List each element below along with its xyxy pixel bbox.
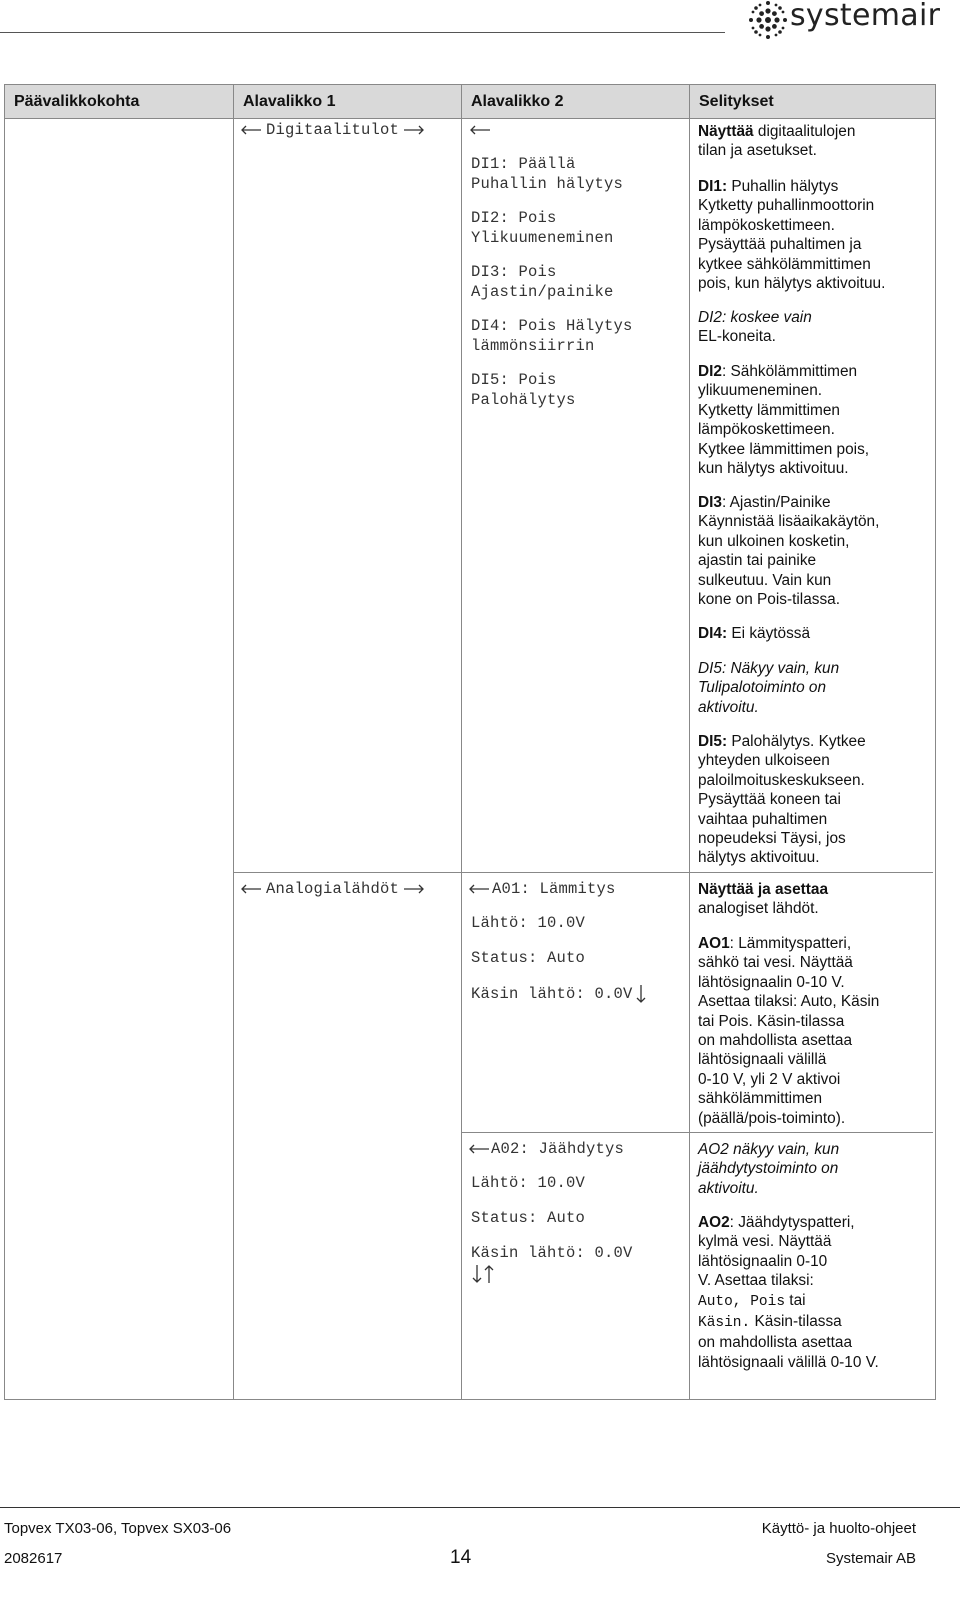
footer-product: Topvex TX03-06, Topvex SX03-06	[4, 1520, 232, 1537]
desc-text: digitaalitulojen	[753, 123, 856, 140]
desc-text: Käynnistää lisäaikakäytön,	[698, 513, 880, 531]
col-header-descriptions: Selitykset	[699, 93, 774, 110]
desc-text: pois, kun hälytys aktivoituu.	[698, 275, 886, 293]
desc-text: (päällä/pois-toiminto).	[698, 1109, 846, 1127]
desc-text: Palohälytys. Kytkee	[727, 733, 866, 750]
arrow-up-icon	[484, 1264, 494, 1284]
desc-mono-text: Auto, Pois	[698, 1293, 786, 1310]
desc-ao2	[698, 1213, 928, 1372]
desc-text: Pysäyttää puhaltimen ja	[698, 236, 862, 254]
analog-outputs-label: Analogialähdöt	[266, 880, 400, 898]
desc-di5-note	[698, 659, 928, 717]
desc-bold: DI5:	[698, 733, 728, 750]
desc-text: Pysäyttää koneen tai	[698, 791, 841, 809]
arrow-down-icon	[636, 984, 646, 1004]
systemair-logo	[748, 0, 960, 40]
arrow-left-icon	[468, 1144, 490, 1154]
di3-function: Ajastin/painike	[471, 283, 614, 301]
arrow-down-icon	[472, 1264, 482, 1284]
ao2-output: Lähtö: 10.0V	[471, 1174, 586, 1192]
di1-state: DI1: Päällä	[471, 155, 576, 173]
desc-text: Kytketty puhallinmoottorin	[698, 197, 875, 215]
di2-function: Ylikuumeneminen	[471, 229, 614, 247]
desc-text: tilan ja asetukset.	[698, 142, 817, 160]
desc-bold: Näyttää	[698, 123, 754, 140]
desc-ao2-note	[698, 1140, 928, 1198]
desc-text: sähkölämmittimen	[698, 1090, 823, 1108]
arrow-right-icon	[403, 884, 425, 894]
arrow-left-icon	[468, 884, 490, 894]
desc-bold: DI2	[698, 363, 722, 380]
desc-text: Kytkee lämmittimen pois,	[698, 440, 870, 458]
di4-function: lämmönsiirrin	[471, 337, 595, 355]
desc-bold: AO2	[698, 1214, 730, 1231]
desc-text: Tulipalotoiminto on	[698, 679, 827, 697]
desc-text: lämpökoskettimeen.	[698, 421, 835, 439]
desc-mono-text: Käsin.	[698, 1315, 751, 1332]
up-down-arrows[interactable]	[472, 1264, 494, 1284]
logo-mark-icon	[748, 0, 788, 40]
desc-text: lähtösignaalin 0-10	[698, 1252, 828, 1270]
desc-text: jäähdytystoiminto on	[698, 1160, 839, 1178]
desc-di5	[698, 732, 928, 868]
col-header-main-menu: Päävalikkokohta	[14, 93, 140, 110]
desc-bold: DI4:	[698, 625, 728, 642]
column-divider	[461, 85, 462, 1399]
desc-text: : Lämmityspatteri,	[729, 935, 852, 952]
back-arrow[interactable]	[469, 122, 491, 140]
desc-text: AO2 näkyy vain, kun	[698, 1141, 840, 1158]
desc-di4	[698, 624, 928, 643]
ao1-title: A01: Lämmitys	[492, 880, 616, 898]
desc-text: : Ajastin/Painike	[721, 494, 831, 511]
desc-text: kun ulkoinen kosketin,	[698, 532, 850, 550]
desc-digital-intro	[698, 122, 928, 161]
desc-di2	[698, 362, 928, 478]
arrow-left-icon	[240, 884, 262, 894]
footer-doc-number: 2082617	[4, 1550, 63, 1567]
desc-bold: AO1	[698, 935, 730, 952]
desc-text: lämpökoskettimeen.	[698, 216, 835, 234]
desc-ao1	[698, 934, 928, 1128]
desc-text: lähtösignaalin 0-10 V.	[698, 973, 845, 991]
desc-text: DI5: Näkyy vain, kun	[698, 660, 840, 677]
desc-text: on mahdollista asettaa	[698, 1334, 853, 1352]
ao1-manual-row[interactable]	[471, 984, 646, 1004]
desc-text: Ei käytössä	[727, 625, 811, 642]
ao1-title-row[interactable]	[468, 880, 616, 898]
arrow-left-icon	[240, 125, 262, 135]
col-header-submenu-2: Alavalikko 2	[471, 93, 564, 110]
desc-text: : Sähkölämmittimen	[721, 363, 858, 380]
footer-rule	[0, 1507, 960, 1508]
row-divider	[233, 872, 933, 873]
desc-text: analogiset lähdöt.	[698, 900, 819, 918]
desc-text: yhteyden ulkoiseen	[698, 752, 830, 770]
di1-function: Puhallin hälytys	[471, 175, 624, 193]
column-divider	[689, 85, 690, 1399]
desc-text: sulkeutuu. Vain kun	[698, 571, 832, 589]
desc-text: lähtösignaali välillä 0-10 V.	[698, 1353, 879, 1371]
ao1-manual-output: Käsin lähtö: 0.0V	[471, 985, 633, 1003]
header-rule	[0, 32, 725, 33]
desc-text: EL-koneita.	[698, 328, 776, 346]
desc-text: Puhallin hälytys	[727, 178, 839, 195]
desc-text: vaihtaa puhaltimen	[698, 810, 828, 828]
desc-text: ajastin tai painike	[698, 552, 817, 570]
desc-text: kone on Pois-tilassa.	[698, 591, 841, 609]
desc-text: aktivoitu.	[698, 698, 759, 716]
desc-text: aktivoitu.	[698, 1179, 759, 1197]
brand-name: systemair	[790, 0, 941, 33]
desc-analog-intro	[698, 880, 928, 919]
desc-text: kun hälytys aktivoituu.	[698, 460, 849, 478]
footer-company: Systemair AB	[825, 1550, 916, 1567]
ao1-output: Lähtö: 10.0V	[471, 914, 586, 932]
desc-text: V. Asettaa tilaksi:	[698, 1272, 814, 1290]
row-divider	[461, 1132, 933, 1133]
arrow-left-icon	[469, 125, 491, 135]
di5-function: Palohälytys	[471, 391, 576, 409]
desc-bold: DI1:	[698, 178, 728, 195]
page-number: 14	[450, 1547, 472, 1568]
desc-text: on mahdollista asettaa	[698, 1032, 853, 1050]
desc-text: DI2: koskee vain	[698, 309, 812, 326]
desc-text: Käsin-tilassa	[750, 1313, 842, 1331]
desc-di1	[698, 177, 928, 293]
desc-text: 0-10 V, yli 2 V aktivoi	[698, 1070, 841, 1088]
desc-text: Kytketty lämmittimen	[698, 401, 840, 419]
desc-di3	[698, 493, 928, 609]
di5-state: DI5: Pois	[471, 371, 557, 389]
desc-di2-note	[698, 308, 928, 347]
di2-state: DI2: Pois	[471, 209, 557, 227]
di3-state: DI3: Pois	[471, 263, 557, 281]
footer-doc-title: Käyttö- ja huolto-ohjeet	[761, 1520, 916, 1537]
desc-text: kylmä vesi. Näyttää	[698, 1233, 832, 1251]
ao2-title-row[interactable]	[468, 1140, 624, 1158]
arrow-right-icon	[403, 125, 425, 135]
ao2-manual-output[interactable]: Käsin lähtö: 0.0V	[471, 1244, 633, 1262]
desc-text: lähtösignaali välillä	[698, 1051, 827, 1069]
desc-text: sähkö tai vesi. Näyttää	[698, 954, 853, 972]
desc-text: tai Pois. Käsin-tilassa	[698, 1012, 845, 1030]
desc-text: hälytys aktivoituu.	[698, 849, 820, 867]
desc-text: paloilmoituskeskukseen.	[698, 771, 865, 789]
ao2-title: A02: Jäähdytys	[491, 1140, 625, 1158]
desc-text: nopeudeksi Täysi, jos	[698, 830, 846, 848]
ao2-status[interactable]: Status: Auto	[471, 1209, 586, 1227]
col-header-submenu-1: Alavalikko 1	[243, 93, 336, 110]
desc-bold: Näyttää ja asettaa	[698, 881, 829, 898]
ao1-status[interactable]: Status: Auto	[471, 949, 586, 967]
menu-item-analog-outputs[interactable]	[240, 880, 425, 898]
di4-state: DI4: Pois Hälytys	[471, 317, 633, 335]
digital-inputs-label: Digitaalitulot	[266, 121, 400, 139]
desc-text: tai	[785, 1291, 806, 1309]
desc-text: : Jäähdytyspatteri,	[729, 1214, 855, 1231]
menu-item-digital-inputs[interactable]	[240, 121, 425, 139]
table-header-row	[5, 85, 935, 119]
desc-text: ylikuumeneminen.	[698, 382, 823, 400]
desc-text: kytkee sähkölämmittimen	[698, 255, 871, 273]
di-list	[471, 154, 633, 410]
column-divider	[233, 85, 234, 1399]
desc-bold: DI3	[698, 494, 722, 511]
desc-text: Asettaa tilaksi: Auto, Käsin	[698, 993, 880, 1011]
